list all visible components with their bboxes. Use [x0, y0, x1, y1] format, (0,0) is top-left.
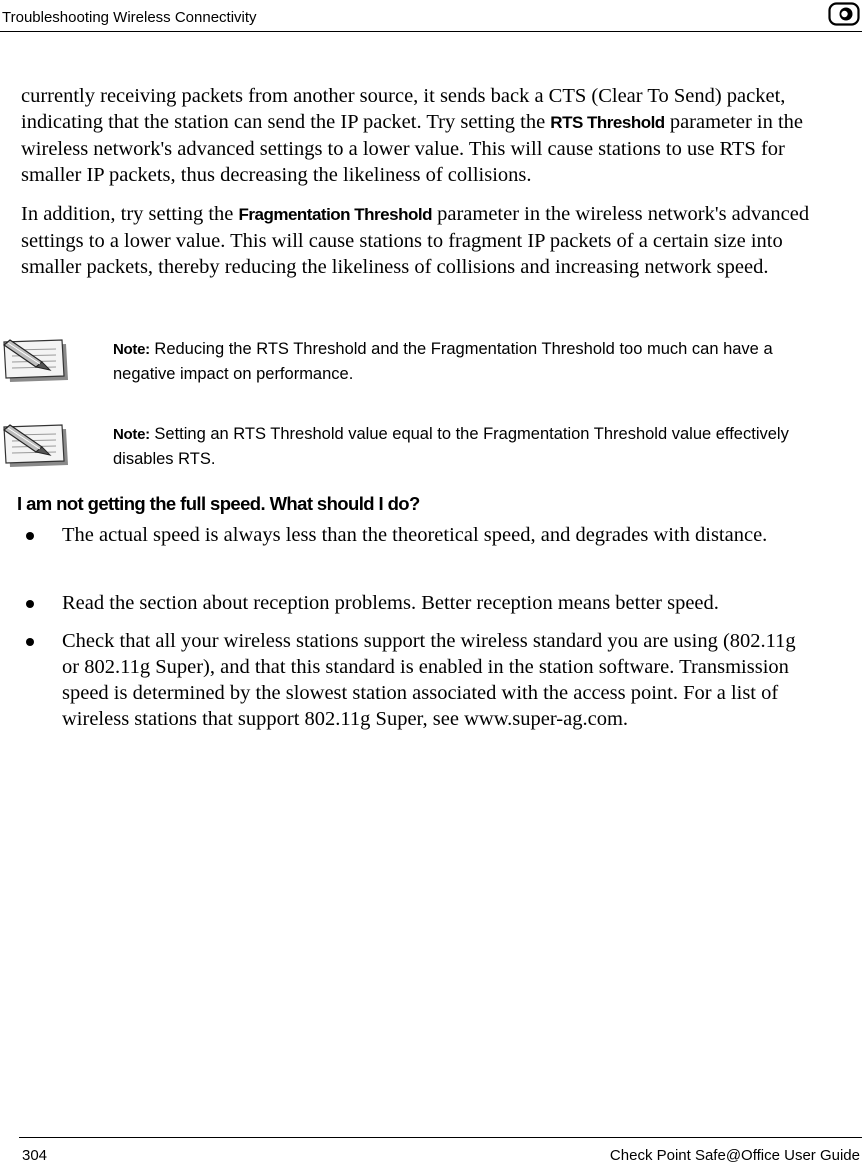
- check-point-logo-icon: [828, 2, 860, 26]
- note-block: [0, 332, 862, 392]
- term-rts-threshold: RTS Threshold: [550, 113, 665, 132]
- paragraph-text: parameter in the wireless network's advanced settings to a lower value. This will cause stations to use RTS for smaller IP packets, thus decreasing the likeliness of collisions.: [21, 111, 804, 186]
- page-number: 304: [22, 1147, 48, 1164]
- paragraph-text: In addition, try setting the: [21, 203, 239, 225]
- header-title: Troubleshooting Wireless Connectivity: [2, 9, 257, 26]
- bullet-icon: [26, 600, 34, 608]
- paragraph-text: parameter in the wireless network's advanced settings to a lower value. This will cause stations to fragment IP packets of a certain size into smaller packets, thereby reducing the likeliness of collisions and increasing network speed.: [21, 203, 810, 278]
- note-pad-icon: [0, 419, 70, 471]
- list-item-text: Read the section about reception problems. Better reception means better speed.: [62, 592, 719, 614]
- note-label: Note:: [113, 426, 150, 443]
- list-item-text: Check that all your wireless stations support the wireless standard you are using (802.11g or 802.11g Super), and that this standard is enabled in the station software. Transmission speed is determined by the slowest station associated with the access point. For a list of wireless stations that support 802.11g Super, see www.super-ag.com.: [62, 630, 796, 730]
- note-text: [113, 422, 813, 472]
- term-fragmentation-threshold: Fragmentation Threshold: [238, 205, 432, 224]
- paragraph-fragmentation: [21, 201, 831, 280]
- note-text: [113, 337, 813, 387]
- faq-heading: I am not getting the full speed. What should I do?: [17, 493, 420, 514]
- paragraph-rts: [21, 83, 831, 188]
- paragraph-text: currently receiving packets from another source, it sends back a CTS (Clear To Send) packet, indicating that the station can send the IP packet. Try setting the: [21, 85, 786, 133]
- guide-title: Check Point Safe@Office User Guide: [609, 1147, 860, 1164]
- note-label: Note:: [113, 341, 150, 358]
- page-header: [0, 0, 862, 32]
- note-body: Setting an RTS Threshold value equal to the Fragmentation Threshold value effectively disables RTS.: [113, 425, 789, 468]
- note-block: [0, 417, 862, 477]
- page-footer: [19, 1137, 862, 1164]
- note-pad-icon: [0, 334, 70, 386]
- bullet-icon: [26, 532, 34, 540]
- note-body: Reducing the RTS Threshold and the Fragmentation Threshold too much can have a negative impact on performance.: [113, 340, 773, 383]
- list-item-text: The actual speed is always less than the theoretical speed, and degrades with distance.: [62, 524, 768, 546]
- bullet-icon: [26, 638, 34, 646]
